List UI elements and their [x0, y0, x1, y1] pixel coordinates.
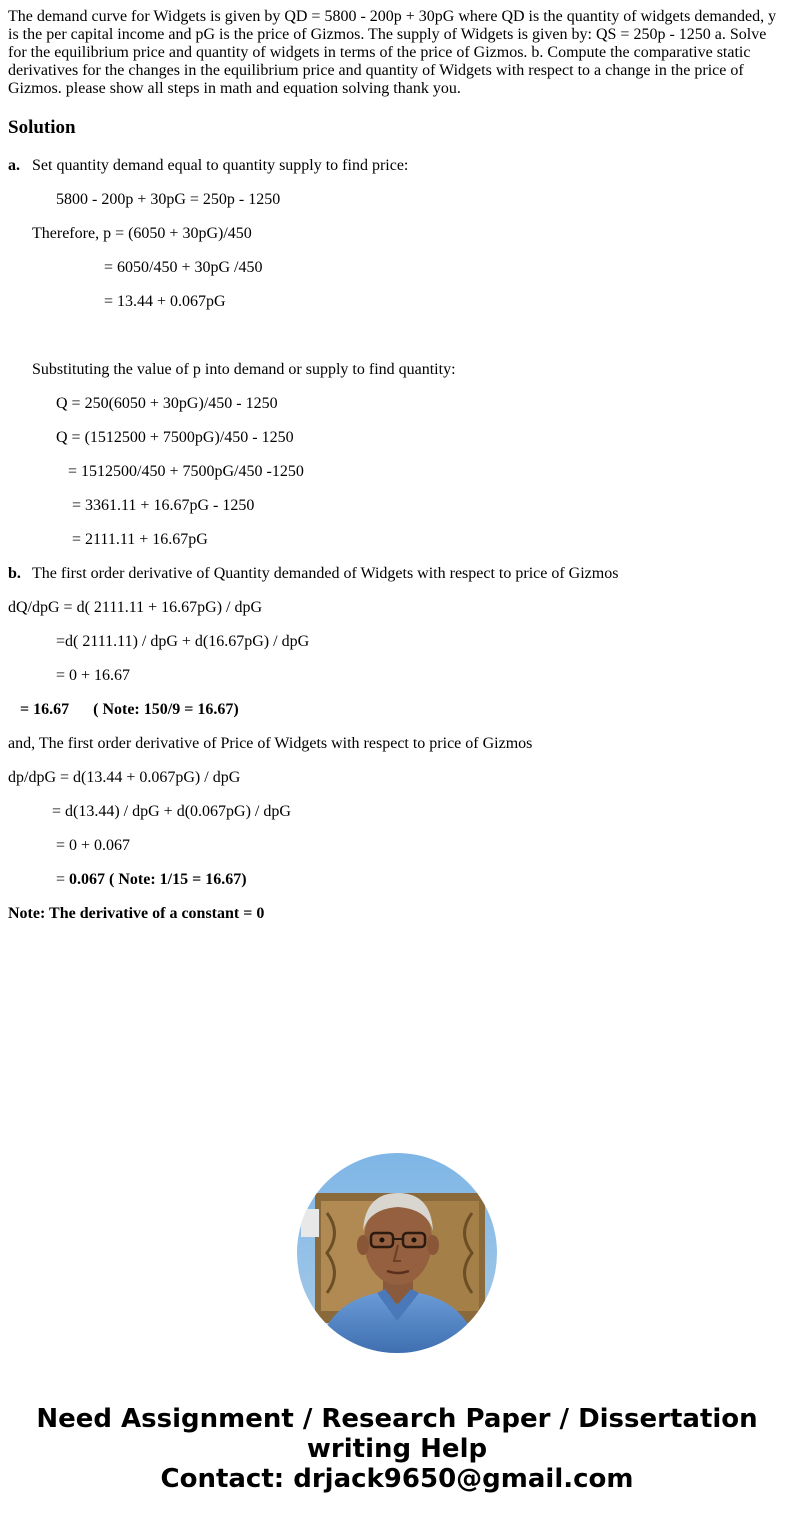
part-b-label: b. [8, 565, 21, 582]
derivative-p-result [56, 871, 247, 889]
quantity-step-4: = 3361.11 + 16.67pG - 1250 [72, 497, 255, 514]
part-a-intro: Set quantity demand equal to quantity supply to find price: [32, 157, 409, 174]
quantity-step-1: Q = 250(6050 + 30pG)/450 - 1250 [56, 395, 278, 412]
equation-price-step: = 6050/450 + 30pG /450 [104, 259, 263, 276]
derivative-p-result-prefix: = [56, 871, 70, 888]
quantity-step-2: Q = (1512500 + 7500pG)/450 - 1250 [56, 429, 294, 446]
solution-heading: Solution [8, 117, 76, 138]
derivative-q-2: =d( 2111.11) / dpG + d(16.67pG) / dpG [56, 633, 310, 650]
derivative-p-result-value: 0.067 ( Note: 1/15 = 16.67) [69, 871, 247, 888]
derivative-p-intro: and, The first order derivative of Price of Widgets with respect to price of Gizmos [8, 735, 533, 752]
derivative-p-3: = 0 + 0.067 [56, 837, 131, 854]
quantity-step-3: = 1512500/450 + 7500pG/450 -1250 [68, 463, 304, 480]
derivative-p-1: dp/dpG = d(13.44 + 0.067pG) / dpG [8, 769, 241, 786]
question-text: The demand curve for Widgets is given by QD = 5800 - 200p + 30pG where QD is the quantity of widgets demanded, y is the per capital income and pG is the price of Gizmos. The supply of Widgets is given by: QS = 250p - 1250 a. Solve for the equilibrium price and quantity of widgets in terms of the price of Gizmos. b. Compute the comparative static derivatives for the changes in the equilibrium price and quantity of Widgets with respect to a change in the price of Gizmos. please show all steps in math and equation solving thank you. [8, 8, 777, 97]
substitution-intro: Substituting the value of p into demand or supply to find quantity: [32, 361, 456, 378]
footer-line-1: Need Assignment / Research Paper / Dissertation [36, 1404, 758, 1434]
derivative-q-1: dQ/dpG = d( 2111.11 + 16.67pG) / dpG [8, 599, 263, 616]
part-a-label: a. [8, 157, 20, 174]
footer-promo [0, 1404, 794, 1494]
equation-price: Therefore, p = (6050 + 30pG)/450 [32, 225, 252, 242]
equation-equilibrium: 5800 - 200p + 30pG = 250p - 1250 [56, 191, 281, 208]
part-b-intro: The first order derivative of Quantity demanded of Widgets with respect to price of Gizmos [32, 565, 619, 582]
footer-contact: Contact: drjack9650@gmail.com [160, 1464, 634, 1494]
derivative-p-2: = d(13.44) / dpG + d(0.067pG) / dpG [52, 803, 291, 820]
derivative-q-3: = 0 + 16.67 [56, 667, 131, 684]
quantity-result: = 2111.11 + 16.67pG [72, 531, 208, 548]
footer-line-2: writing Help [306, 1434, 488, 1464]
constant-derivative-note: Note: The derivative of a constant = 0 [8, 905, 265, 922]
author-photo [297, 1153, 497, 1353]
author-photo-illustration [297, 1153, 497, 1353]
derivative-q-result: = 16.67 ( Note: 150/9 = 16.67) [20, 701, 239, 718]
equation-price-result: = 13.44 + 0.067pG [104, 293, 226, 310]
